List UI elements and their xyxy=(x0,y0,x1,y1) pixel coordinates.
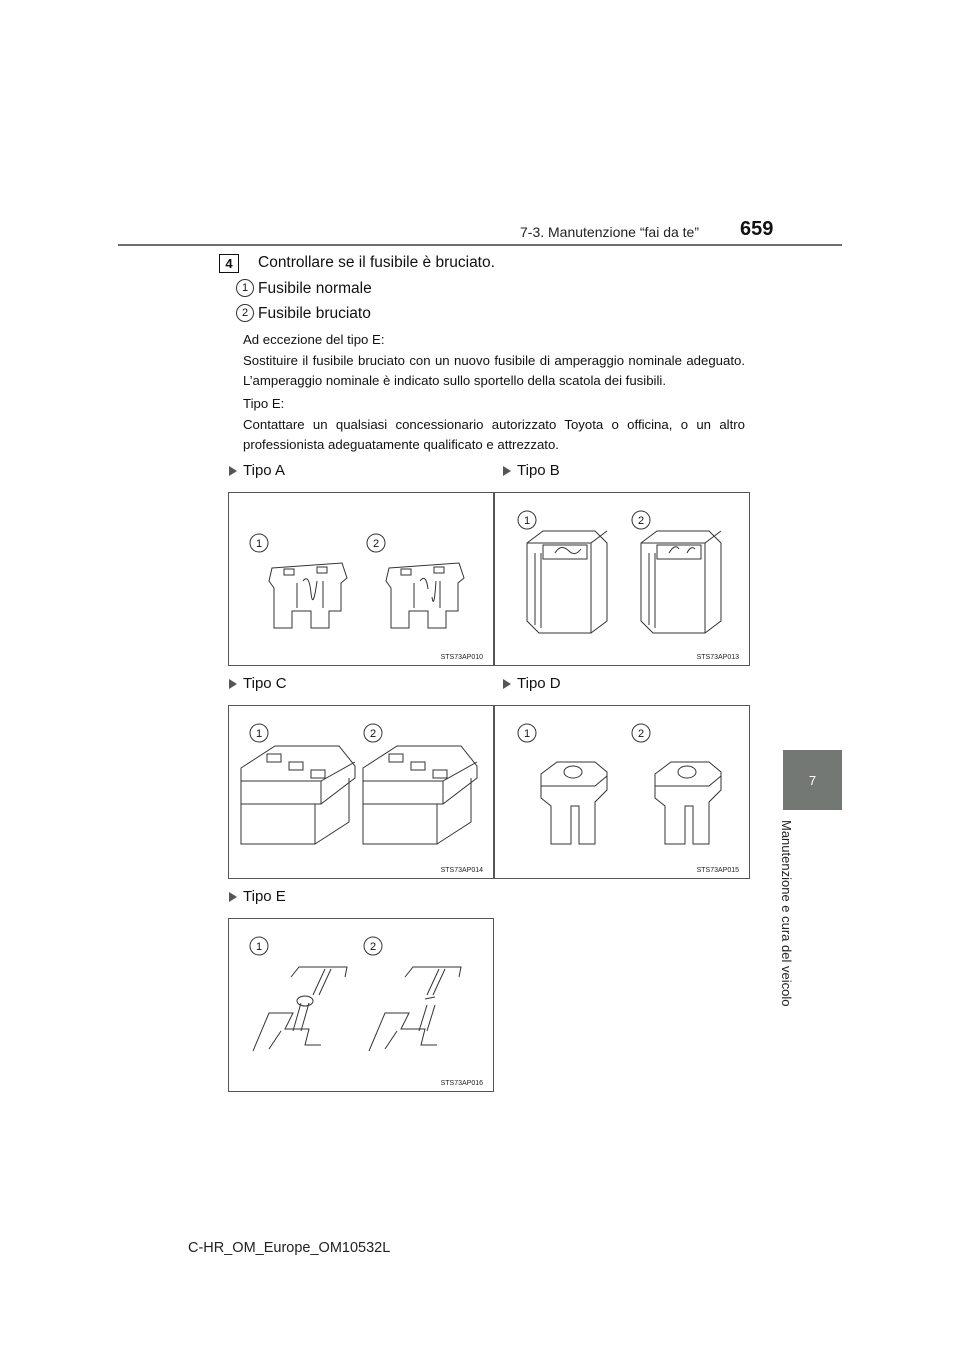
callout-2: 2 xyxy=(372,538,380,550)
header-rule xyxy=(118,244,842,246)
bullet-triangle-icon xyxy=(503,466,511,476)
item-normal-fuse: Fusibile normale xyxy=(258,280,372,297)
header-section-title: 7-3. Manutenzione “fai da te” xyxy=(520,224,699,240)
fuse-type-a-illustration xyxy=(229,493,495,667)
bullet-triangle-icon xyxy=(229,679,237,689)
figure-type-c xyxy=(228,705,494,879)
figure-code: STS73AP013 xyxy=(696,654,739,661)
figure-code: STS73AP010 xyxy=(440,654,483,661)
callout-2: 2 xyxy=(637,728,645,740)
note-except-type-e xyxy=(243,330,745,392)
figure-code: STS73AP015 xyxy=(696,867,739,874)
figure-title-type-c xyxy=(229,675,287,692)
figure-title-text: Tipo B xyxy=(517,462,560,479)
note-title: Tipo E: xyxy=(243,396,285,411)
note-title: Ad eccezione del tipo E: xyxy=(243,332,385,347)
figure-title-type-d xyxy=(503,675,561,692)
callout-2-icon xyxy=(236,304,254,322)
bullet-triangle-icon xyxy=(229,466,237,476)
callout-1-icon xyxy=(236,279,254,297)
chapter-title-vertical xyxy=(779,820,810,1007)
chapter-tab xyxy=(783,750,842,810)
step-instruction: Controllare se il fusibile è bruciato. xyxy=(258,254,495,271)
step-number: 4 xyxy=(225,256,233,271)
bullet-triangle-icon xyxy=(229,892,237,902)
figure-type-b xyxy=(494,492,750,666)
document-id: C-HR_OM_Europe_OM10532L xyxy=(188,1240,391,1256)
callout-1: 1 xyxy=(523,515,531,527)
figure-title-type-b xyxy=(503,462,560,479)
callout-1: 1 xyxy=(255,538,263,550)
callout-2: 2 xyxy=(369,941,377,953)
figure-type-e xyxy=(228,918,494,1092)
fuse-type-d-illustration xyxy=(495,706,751,880)
note-text: Sostituire il fusibile bruciato con un nuovo fusibile di amperaggio nominale adeguato. L’amperaggio nominale è indicato sullo sportello della scatola dei fusibili. xyxy=(243,352,745,388)
fuse-type-b-illustration xyxy=(495,493,751,667)
figure-title-text: Tipo D xyxy=(517,675,561,692)
page-number: 659 xyxy=(740,218,774,240)
fuse-type-e-illustration xyxy=(229,919,495,1093)
fuse-type-c-illustration xyxy=(229,706,495,880)
bullet-triangle-icon xyxy=(503,679,511,689)
figure-code: STS73AP016 xyxy=(440,1080,483,1087)
figure-type-a xyxy=(228,492,494,666)
item-number: 2 xyxy=(241,307,249,319)
callout-1: 1 xyxy=(523,728,531,740)
figure-title-type-e xyxy=(229,888,286,905)
note-text: Contattare un qualsiasi concessionario autorizzato Toyota o officina, o un altro professionista adeguatamente qualificato e attrezzato. xyxy=(243,416,745,452)
callout-1: 1 xyxy=(255,941,263,953)
step-number-box xyxy=(219,254,239,273)
figure-title-text: Tipo C xyxy=(243,675,287,692)
figure-title-type-a xyxy=(229,462,285,479)
chapter-title: Manutenzione e cura del veicolo xyxy=(779,820,794,1007)
item-number: 1 xyxy=(241,282,249,294)
callout-1: 1 xyxy=(255,728,263,740)
note-type-e xyxy=(243,394,745,456)
item-blown-fuse: Fusibile bruciato xyxy=(258,305,371,322)
figure-code: STS73AP014 xyxy=(440,867,483,874)
callout-2: 2 xyxy=(637,515,645,527)
figure-type-d xyxy=(494,705,750,879)
figure-title-text: Tipo A xyxy=(243,462,285,479)
chapter-number: 7 xyxy=(808,772,817,788)
callout-2: 2 xyxy=(369,728,377,740)
figure-title-text: Tipo E xyxy=(243,888,286,905)
